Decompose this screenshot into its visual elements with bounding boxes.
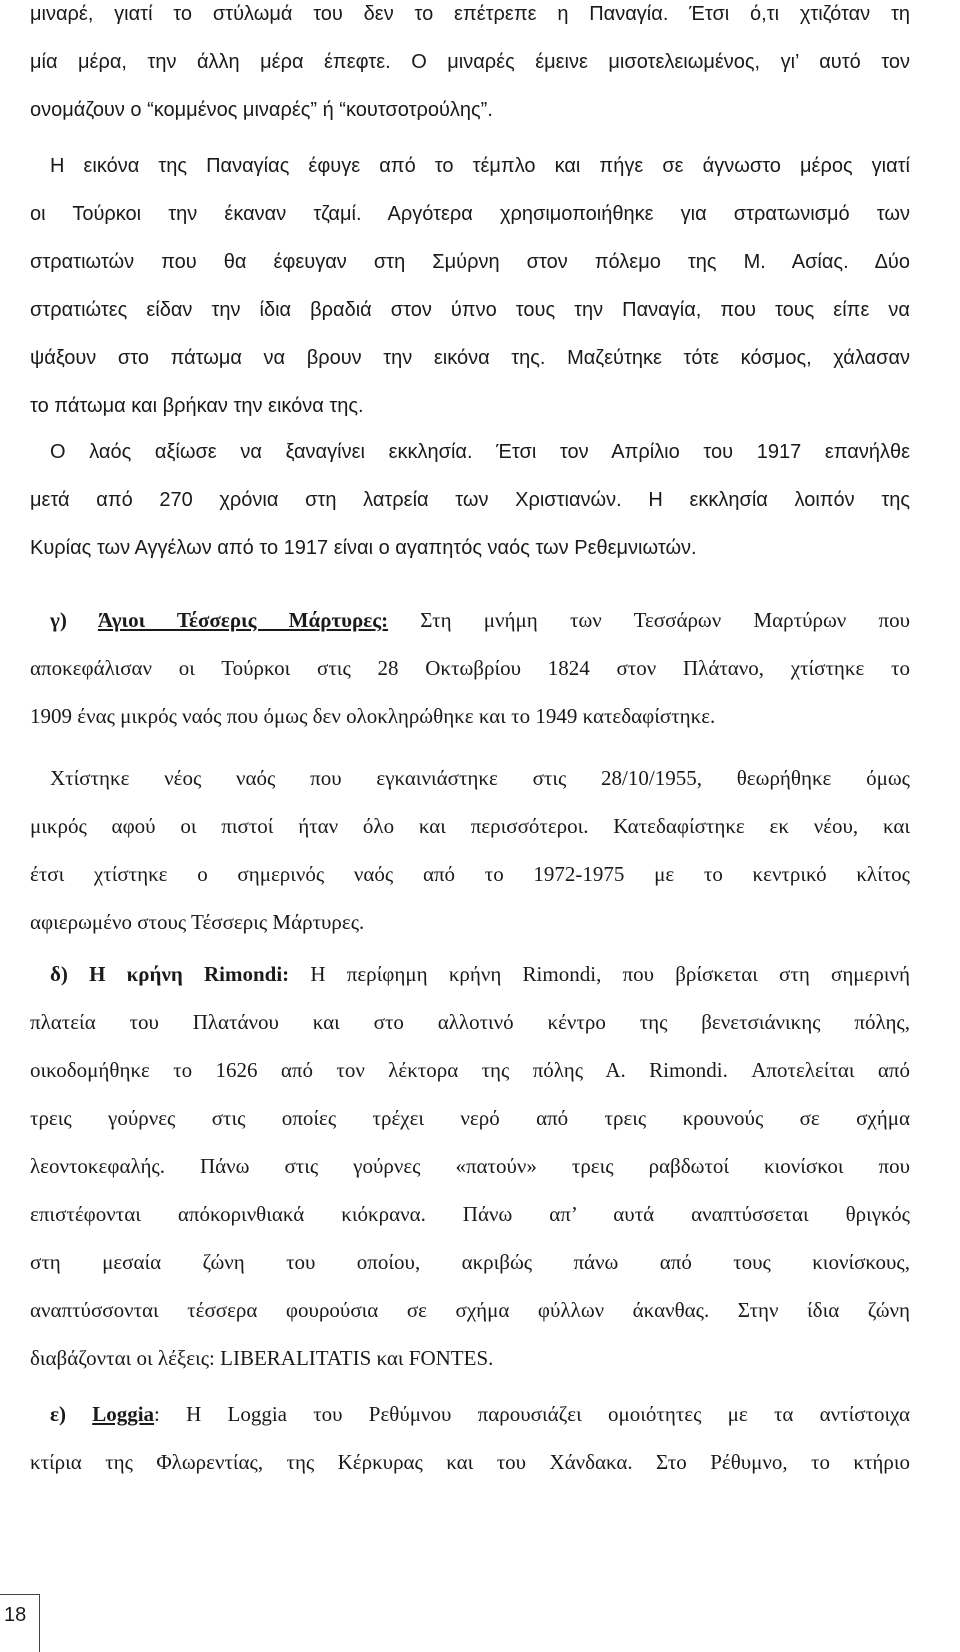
text-line: μιναρέ, γιατί το στύλωμά του δεν το επέτρεπε η Παναγία. Έτσι ό,τι χτιζόταν τη [30, 3, 910, 25]
paragraph-6 [30, 950, 910, 1382]
text-line: στρατιώτες είδαν την ίδια βραδιά στον ύπνο τους την Παναγία, που τους είπε να [30, 299, 910, 321]
text-line: επιστέφονται απόκορινθιακά κιόκρανα. Πάνω απ’ αυτά αναπτύσσεται θριγκός [30, 1202, 910, 1226]
text-line: 1909 ένας μικρός ναός που όμως δεν ολοκληρώθηκε και το 1949 κατεδαφίστηκε. [30, 704, 716, 728]
paragraph-3 [30, 428, 910, 572]
paragraph-7 [30, 1390, 910, 1486]
paragraph-5 [30, 754, 910, 946]
text-line: οι Τούρκοι την έκαναν τζαμί. Αργότερα χρησιμοποιήθηκε για στρατωνισμό των [30, 203, 910, 225]
text-line: Κυρίας των Αγγέλων από το 1917 είναι ο αγαπητός ναός των Ρεθεμνιωτών. [30, 537, 697, 559]
text-line: αναπτύσσονται τέσσερα φουρούσια σε σχήμα φύλλων άκανθας. Στην ίδια ζώνη [30, 1298, 910, 1322]
paragraph-2 [30, 142, 910, 430]
text-line: αφιερωμένο στους Τέσσερις Μάρτυρες. [30, 910, 365, 934]
section-marker: ε) [50, 1402, 93, 1426]
text-line: Η περίφημη κρήνη Rimondi, που βρίσκεται στη σημερινή [289, 962, 910, 986]
section-marker: γ) [50, 608, 98, 632]
text-line: μετά από 270 χρόνια στη λατρεία των Χριστιανών. Η εκκλησία λοιπόν της [30, 489, 910, 511]
section-heading: Loggia [92, 1402, 155, 1426]
text-line: στρατιωτών που θα έφευγαν στη Σμύρνη στον πόλεμο της Μ. Ασίας. Δύο [30, 251, 910, 273]
text-line: Στη μνήμη των Τεσσάρων Μαρτύρων που [388, 608, 910, 632]
section-heading: δ) Η κρήνη Rimondi: [50, 962, 290, 986]
text-line: έτσι χτίστηκε ο σημερινός ναός από το 1972-1975 με το κεντρικό κλίτος [30, 862, 910, 886]
paragraph-1 [30, 0, 910, 134]
text-line: ονομάζουν ο “κομμένος μιναρές” ή “κουτσοτρούλης”. [30, 99, 493, 121]
page-number: 18 [0, 1594, 40, 1652]
text-line: ψάξουν στο πάτωμα να βρουν την εικόνα της. Μαζεύτηκε τότε κόσμος, χάλασαν [30, 347, 910, 369]
text-line: διαβάζονται οι λέξεις: LIBERALITATIS και FONTES. [30, 1346, 494, 1370]
text-line: το πάτωμα και βρήκαν την εικόνα της. [30, 395, 364, 417]
text-line: Χτίστηκε νέος ναός που εγκαινιάστηκε στις 28/10/1955, θεωρήθηκε όμως [50, 766, 910, 790]
text-line: οικοδομήθηκε το 1626 από τον λέκτορα της πόλης Α. Rimondi. Αποτελείται από [30, 1058, 910, 1082]
text-line: πλατεία του Πλατάνου και στο αλλοτινό κέντρο της βενετσιάνικης πόλης, [30, 1010, 910, 1034]
text-line: κτίρια της Φλωρεντίας, της Κέρκυρας και του Χάνδακα. Στο Ρέθυμνο, το κτήριο [30, 1450, 910, 1474]
text-line: μία μέρα, την άλλη μέρα έπεφτε. Ο μιναρές έμεινε μισοτελειωμένος, γι’ αυτό τον [30, 51, 910, 73]
text-line: λεοντοκεφαλής. Πάνω στις γούρνες «πατούν» τρεις ραβδωτοί κιονίσκοι που [30, 1154, 910, 1178]
section-heading: Άγιοι Τέσσερις Μάρτυρες: [97, 608, 389, 632]
text-line: μικρός αφού οι πιστοί ήταν όλο και περισσότεροι. Κατεδαφίστηκε εκ νέου, και [30, 814, 910, 838]
text-line: Ο λαός αξίωσε να ξαναγίνει εκκλησία. Έτσι τον Απρίλιο του 1917 επανήλθε [50, 441, 910, 463]
text-line: αποκεφάλισαν οι Τούρκοι στις 28 Οκτωβρίου 1824 στον Πλάτανο, χτίστηκε το [30, 656, 910, 680]
text-line: τρεις γούρνες στις οποίες τρέχει νερό από τρεις κρουνούς σε σχήμα [30, 1106, 910, 1130]
text-line: : Η Loggia του Ρεθύμνου παρουσιάζει ομοιότητες με τα αντίστοιχα [154, 1402, 910, 1426]
text-line: Η εικόνα της Παναγίας έφυγε από το τέμπλο και πήγε σε άγνωστο μέρος γιατί [50, 155, 910, 177]
text-line: στη μεσαία ζώνη του οποίου, ακριβώς πάνω από τους κιονίσκους, [30, 1250, 910, 1274]
paragraph-4 [30, 596, 910, 740]
